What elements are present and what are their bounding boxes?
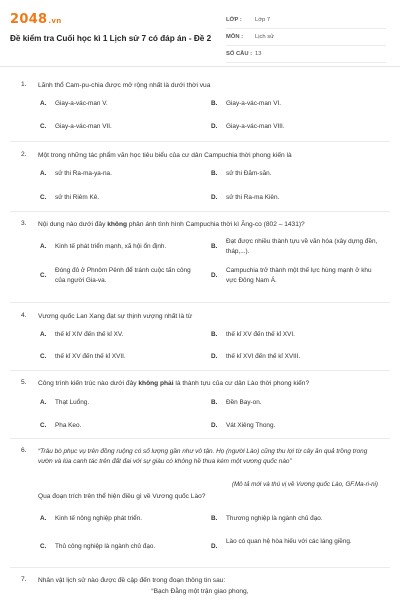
question-text: Lãnh thổ Cam-pu-chia được mở rộng nhất là dưới thời vua bbox=[38, 82, 211, 89]
question-text bbox=[38, 379, 383, 389]
meta-value: Lớp 7 bbox=[255, 17, 271, 23]
option-text: Giay-a-vác-man VII. bbox=[55, 123, 112, 130]
option-text: Giay-a-vác-man V. bbox=[55, 100, 108, 107]
option-letter: B. bbox=[211, 242, 218, 250]
option-text: Giay-a-vác-man VIII. bbox=[226, 123, 285, 130]
option-letter: C. bbox=[40, 194, 47, 201]
question-text-part: Nội dung nào dưới đây bbox=[38, 221, 108, 228]
option-text: Thủ công nghiệp là ngành chủ đạo. bbox=[55, 543, 156, 550]
option-letter: B. bbox=[211, 170, 218, 177]
option-text: Campuchia trở thành một thế lực hùng mạnh ở khu vực Đông Nam Á. bbox=[226, 267, 372, 284]
meta-value: 13 bbox=[255, 51, 262, 57]
question-text-part: Công trình kiến trúc nào dưới đây bbox=[38, 380, 139, 387]
question-text: Qua đoạn trích trên thể hiện điều gì về Vương quốc Lào? bbox=[38, 493, 206, 500]
meta-label: MÔN : bbox=[226, 34, 244, 40]
option-text: thế kỉ XIV đến thế kỉ XV. bbox=[55, 331, 124, 338]
document-header bbox=[0, 0, 400, 70]
option-letter: C. bbox=[40, 422, 47, 429]
question-divider bbox=[10, 141, 390, 142]
header-divider bbox=[0, 66, 400, 67]
meta-value: Lịch sử bbox=[255, 34, 275, 40]
meta-label: SỐ CÂU : bbox=[226, 51, 253, 57]
option-letter: D. bbox=[211, 353, 218, 360]
option-letter: A. bbox=[40, 515, 47, 522]
question-quote: “Trâu bò phục vụ trên đồng ruộng có số lượng gần như vô tận. Họ (người Lào) cũng thu lợi từ cây ăn quả trồng trong vườn và lúa canh tác trên đất đai với sự giàu có không hề thua kém một vương quốc nào” bbox=[38, 448, 368, 465]
option-letter: D. bbox=[211, 271, 218, 279]
option-text: Đóng đô ở Phnôm Pênh để tránh cuộc tấn công của người Gia-va. bbox=[55, 267, 191, 284]
meta-row-subject bbox=[226, 29, 386, 46]
option-letter: C. bbox=[40, 271, 47, 279]
option-letter: C. bbox=[40, 353, 47, 360]
question-text: Nhân vật lịch sử nào được đề cập đến trong đoạn thông tin sau: bbox=[38, 577, 226, 584]
question-number: 7. bbox=[21, 576, 27, 583]
question-text: Vương quốc Lan Xang đạt sự thịnh vượng nhất là từ bbox=[38, 313, 193, 320]
question-number: 1. bbox=[21, 81, 27, 88]
option-text: thế kỉ XV đến thế kỉ XVI. bbox=[226, 331, 295, 338]
meta-row-class bbox=[226, 12, 386, 29]
meta-row-count bbox=[226, 46, 386, 63]
option-text: Đền Bay-on. bbox=[226, 399, 262, 406]
question-divider bbox=[10, 438, 390, 439]
option-text: sử thi Đăm-săn. bbox=[226, 170, 272, 177]
quote-source: (Mô tả mới và thú vị về Vương quốc Lào, GF.Ma-ri-ni) bbox=[231, 481, 378, 488]
question-divider bbox=[10, 370, 390, 371]
poem-line: “Bạch Đằng một trận giao phong, bbox=[151, 588, 249, 595]
option-text: Lào có quan hệ hòa hiếu với các láng giềng. bbox=[226, 538, 352, 545]
option-letter: A. bbox=[40, 399, 47, 406]
option-letter: B. bbox=[211, 399, 218, 406]
question-emphasis: không phải bbox=[138, 380, 174, 387]
option-text: sử thi Riêm Kê. bbox=[55, 194, 100, 201]
option-letter: A. bbox=[40, 331, 47, 338]
option-text: Đạt được nhiều thành tựu về văn hóa (xây dựng đền, tháp,...). bbox=[226, 238, 378, 255]
option-text: Thạt Luổng. bbox=[55, 399, 90, 406]
question-text: Một trong những tác phẩm văn học tiêu biểu của cư dân Campuchia thời phong kiến là bbox=[38, 152, 292, 159]
question-number: 2. bbox=[21, 151, 27, 158]
option-letter: C. bbox=[40, 123, 47, 130]
site-logo[interactable]: 2048.vn bbox=[10, 12, 62, 27]
option-letter: A. bbox=[40, 170, 47, 177]
question-number: 4. bbox=[21, 312, 27, 319]
option-letter: D. bbox=[211, 542, 218, 550]
option-text: thế kỉ XV đến thế kỉ XVII. bbox=[55, 353, 126, 360]
option-text: Kinh tế nông nghiệp phát triển. bbox=[55, 515, 143, 522]
option-text: sử thi Ra-ma-ya-na. bbox=[55, 170, 112, 177]
option-letter: B. bbox=[211, 100, 218, 107]
option-text: Giay-a-vác-man VI. bbox=[226, 100, 282, 107]
page-title: Đề kiểm tra Cuối học kì 1 Lịch sử 7 có đáp án - Đề 2 bbox=[10, 34, 212, 43]
option-text: Vát Xiêng Thong. bbox=[226, 422, 276, 429]
option-text: Thương nghiệp là ngành chủ đạo. bbox=[226, 515, 323, 522]
option-letter: A. bbox=[40, 243, 47, 250]
question-emphasis: không bbox=[107, 221, 128, 228]
question-number: 6. bbox=[21, 447, 27, 454]
option-letter: A. bbox=[40, 100, 47, 107]
option-text: Kinh tế phát triển mạnh, xã hội ổn định. bbox=[55, 243, 167, 250]
question-divider bbox=[10, 567, 390, 568]
question-text bbox=[38, 220, 383, 230]
option-letter: C. bbox=[40, 543, 47, 550]
question-text-part: phản ánh tình hình Campuchia thời kì Ăng-co (802 – 1431)? bbox=[127, 221, 305, 228]
question-number: 5. bbox=[21, 379, 27, 386]
option-text: thế kỉ XVI đến thế kỉ XVIII. bbox=[226, 353, 301, 360]
meta-table bbox=[226, 12, 386, 63]
option-letter: B. bbox=[211, 515, 218, 522]
option-letter: D. bbox=[211, 422, 218, 429]
option-letter: B. bbox=[211, 331, 218, 338]
meta-label: LỚP : bbox=[226, 17, 242, 23]
question-number: 3. bbox=[21, 220, 27, 227]
question-divider bbox=[10, 211, 390, 212]
option-letter: D. bbox=[211, 123, 218, 130]
question-text-part: là thành tựu của cư dân Lào thời phong kiến? bbox=[173, 380, 310, 387]
option-letter: D. bbox=[211, 194, 218, 201]
question-divider bbox=[10, 302, 390, 303]
option-text: Pha Keo. bbox=[55, 422, 82, 429]
option-text: sử thi Ra-ma Kiên. bbox=[226, 194, 280, 201]
